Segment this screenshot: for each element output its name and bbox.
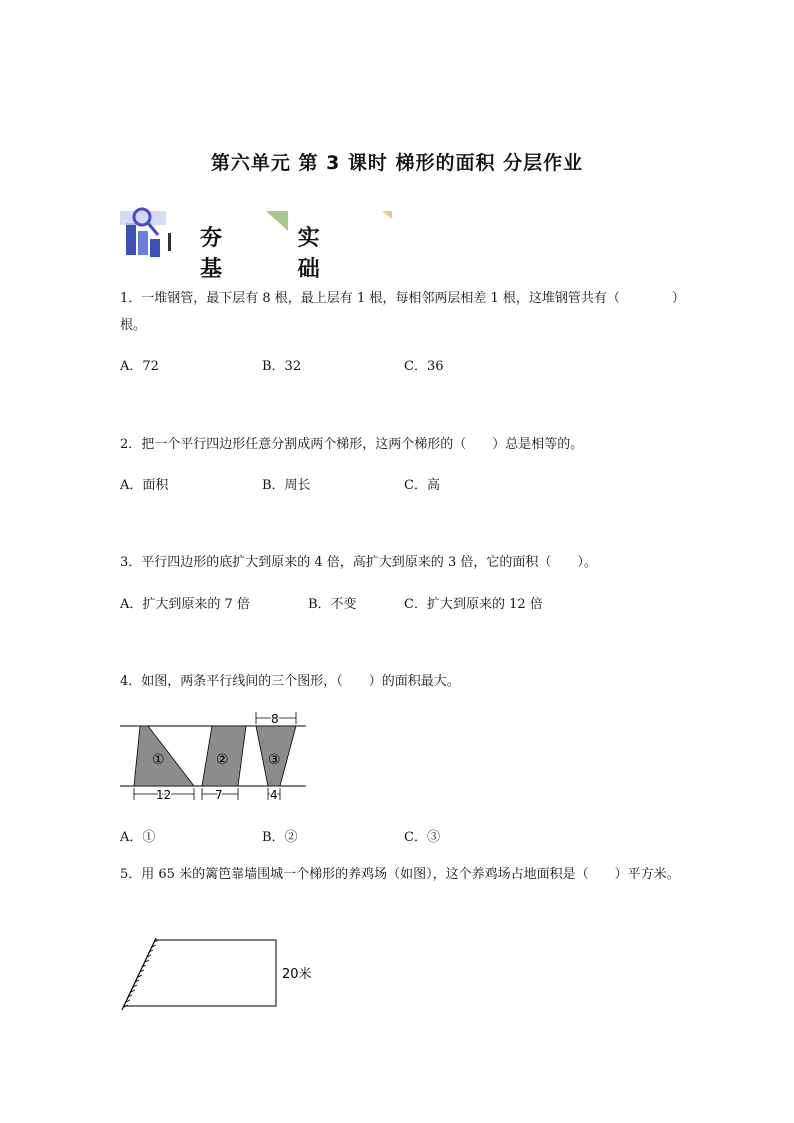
section-banner: [118, 203, 408, 282]
shape-label-2: ②: [216, 752, 229, 768]
option-b[interactable]: B．不变: [308, 597, 357, 612]
parallel-lines-figure: [118, 708, 318, 804]
dim-label-12: 12: [156, 788, 172, 802]
option-c[interactable]: C．扩大到原来的 12 倍: [404, 597, 543, 612]
option-a[interactable]: A．72: [120, 359, 159, 374]
question-1: 1．一堆钢管，最下层有 8 根，最上层有 1 根，每相邻两层相差 1 根，这堆钢管共有（ ）根。: [120, 291, 679, 333]
chicken-farm-figure: [118, 930, 328, 1020]
page-title: 第六单元 第 3 课时 梯形的面积 分层作业: [210, 152, 584, 174]
option-c[interactable]: C．高: [404, 478, 440, 493]
shape-label-3: ③: [268, 752, 281, 768]
question-4: 4．如图，两条平行线间的三个图形，（ ）的面积最大。: [120, 674, 460, 689]
dim-label-8: 8: [271, 712, 279, 726]
option-b[interactable]: B．②: [262, 830, 298, 845]
question-5: 5．用 65 米的篱笆靠墙围城一个梯形的养鸡场（如图），这个养鸡场占地面积是（ ）平方米。: [120, 867, 680, 882]
option-c[interactable]: C．36: [404, 359, 444, 374]
dim-label-4: 4: [270, 788, 278, 802]
option-a[interactable]: A．①: [120, 830, 156, 845]
question-3: 3．平行四边形的底扩大到原来的 4 倍，高扩大到原来的 3 倍，它的面积（ ）。: [120, 555, 597, 570]
wall-hatching: [124, 940, 158, 1007]
option-a[interactable]: A．面积: [120, 478, 169, 493]
wall-line: [122, 938, 156, 1010]
question-2: 2．把一个平行四边形任意分割成两个梯形，这两个梯形的（ ）总是相等的。: [120, 437, 584, 452]
option-b[interactable]: B．周长: [262, 478, 311, 493]
option-a[interactable]: A．扩大到原来的 7 倍: [120, 597, 250, 612]
option-c[interactable]: C．③: [404, 830, 440, 845]
shape-label-1: ①: [152, 752, 165, 768]
side-label-20m: 20米: [282, 967, 312, 982]
fence-outline: [124, 940, 276, 1006]
option-b[interactable]: B．32: [262, 359, 302, 374]
section-heading: 夯 实 基 础: [200, 226, 354, 282]
dim-label-7: 7: [215, 788, 223, 802]
